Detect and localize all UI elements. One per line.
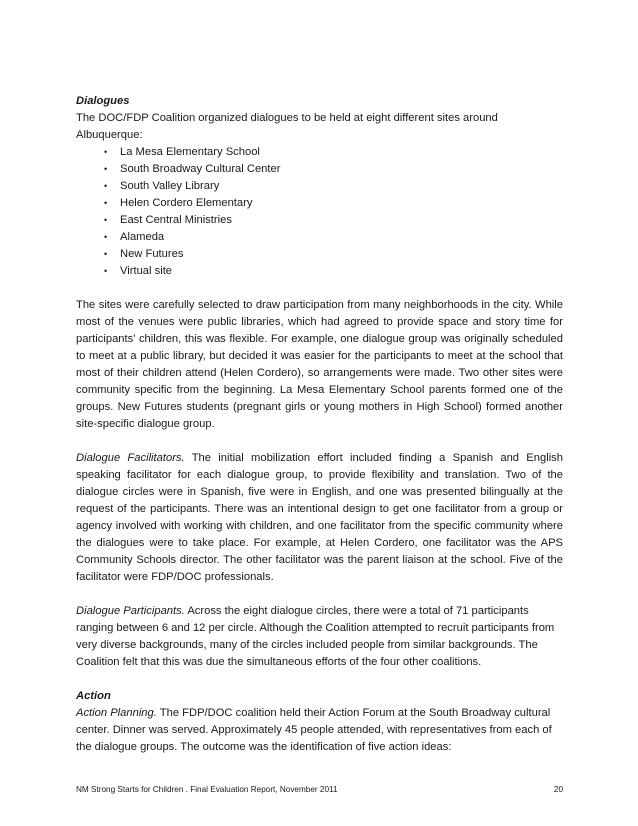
list-item — [104, 195, 563, 212]
dialogues-heading: Dialogues — [76, 95, 130, 107]
participants-text: Across the eight dialogue circles, there were a total of 71 participants ranging between 6 and 12 per circle. Although the Coalition attempted to recruit participants from very diverse backgrounds, many of the circles included people from similar backgrounds. The Coalition felt that this was due the simultaneous efforts of the four other coalitions. — [76, 605, 555, 668]
site-label: South Broadway Cultural Center — [120, 163, 281, 175]
action-heading: Action — [76, 690, 111, 702]
bullet-icon: • — [104, 232, 108, 242]
bullet-icon: • — [104, 215, 108, 225]
list-item — [104, 178, 563, 195]
bullet-icon: • — [104, 249, 108, 259]
site-label: Alameda — [120, 231, 165, 243]
bullet-icon: • — [104, 198, 108, 208]
site-label: New Futures — [120, 248, 184, 260]
list-item — [104, 263, 563, 280]
sites-list — [76, 144, 563, 280]
site-label: La Mesa Elementary School — [120, 146, 260, 158]
page-number: 20 — [553, 785, 563, 794]
participants-paragraph — [76, 603, 563, 671]
list-item — [104, 161, 563, 178]
participants-label: Dialogue Participants. — [76, 605, 185, 617]
facilitators-text: The initial mobilization effort included finding a Spanish and English speaking facilitator for each dialogue group, to provide flexibility and translation. Two of the dialogue circles were in Spanish, five were in English, and one was presented bilingually at the request of the participants. There was an intentional design to get one facilitator from a group or agency involved with working with children, and one facilitator from the specific community where the dialogues were to take place. For example, at Helen Cordero, one facilitator was the APS Community Schools director. The other facilitator was the parent liaison at the school. Five of the facilitator were FDP/DOC professionals. — [76, 452, 563, 583]
facilitators-label: Dialogue Facilitators. — [76, 452, 185, 464]
facilitators-paragraph — [76, 450, 563, 586]
page-footer — [76, 784, 563, 796]
bullet-icon: • — [104, 147, 108, 157]
page-content — [76, 93, 563, 756]
bullet-icon: • — [104, 181, 108, 191]
action-paragraph — [76, 705, 563, 756]
list-item — [104, 144, 563, 161]
site-label: East Central Ministries — [120, 214, 232, 226]
action-text: The FDP/DOC coalition held their Action Forum at the South Broadway cultural center. Dinner was served. Approximately 45 people attended, with representatives from each of the dialogue groups. The outcome was the identification of five action ideas: — [76, 707, 552, 753]
dialogues-intro: The DOC/FDP Coalition organized dialogues to be held at eight different sites around Albuquerque: — [76, 112, 498, 141]
site-label: Virtual site — [120, 265, 173, 277]
sites-paragraph: The sites were carefully selected to draw participation from many neighborhoods in the city. While most of the venues were public libraries, which had agreed to provide space and story time for participants' children, this was flexible. For example, one dialogue group was originally scheduled to meet at a public library, but decided it was easier for the participants to meet at the school that most of their children attend (Helen Cordero), so arrangements were made. Two other sites were community specific from the beginning. La Mesa Elementary School parents formed one of the groups. New Futures students (pregnant girls or young mothers in High School) formed another site-specific dialogue group. — [76, 299, 563, 430]
site-label: Helen Cordero Elementary — [120, 197, 253, 209]
list-item — [104, 229, 563, 246]
action-label: Action Planning. — [76, 707, 157, 719]
list-item — [104, 246, 563, 263]
bullet-icon: • — [104, 164, 108, 174]
site-label: South Valley Library — [120, 180, 220, 192]
footer-report-title: NM Strong Starts for Children . Final Evaluation Report, November 2011 — [76, 785, 338, 794]
spacer — [76, 433, 563, 450]
list-item — [104, 212, 563, 229]
spacer — [76, 280, 563, 297]
bullet-icon: • — [104, 266, 108, 276]
spacer — [76, 671, 563, 688]
spacer — [76, 586, 563, 603]
